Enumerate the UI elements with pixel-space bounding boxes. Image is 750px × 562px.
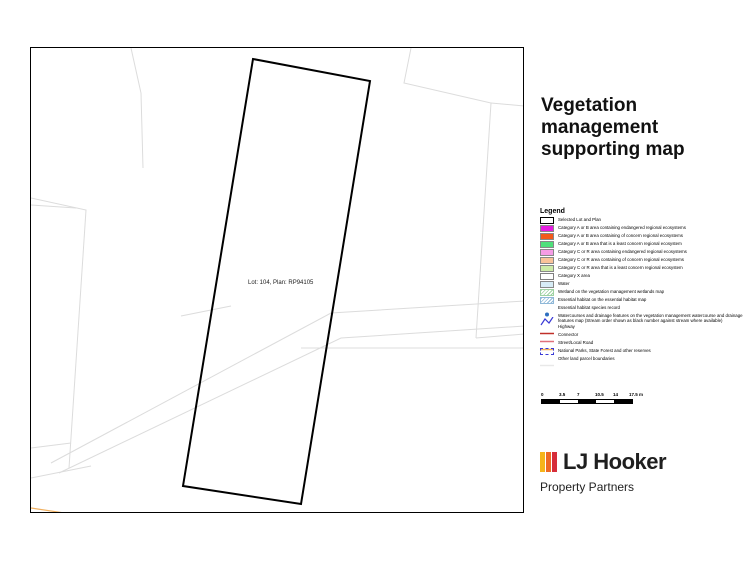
legend-item — [540, 348, 745, 355]
parcel-boundary-line — [131, 48, 143, 168]
parcel-boundary-line — [31, 198, 86, 468]
scale-tick-label: 14 — [613, 392, 619, 397]
parcel-boundary-line — [31, 443, 71, 448]
legend-item — [540, 313, 745, 323]
parcel-boundary-line — [51, 301, 524, 463]
legend-label: Water — [558, 281, 570, 286]
legend-label: Other land parcel boundaries — [558, 356, 615, 362]
lot-label: Lot: 104, Plan: RP94105 — [248, 280, 314, 286]
legend — [540, 208, 745, 364]
legend-title: Legend — [540, 208, 565, 215]
legend-item — [540, 356, 745, 363]
scale-tick-label: 10.5 — [595, 392, 604, 397]
legend-item — [540, 281, 745, 288]
parcel-boundary-line — [476, 334, 524, 338]
legend-swatch-icon — [540, 356, 554, 363]
legend-swatch-icon — [540, 233, 554, 240]
scale-labels — [541, 392, 651, 399]
legend-label: Street/Local Road — [558, 340, 594, 346]
legend-item — [540, 225, 745, 232]
legend-swatch-icon — [540, 217, 554, 224]
legend-item — [540, 273, 745, 280]
legend-label: Selected Lot and Plan — [558, 217, 601, 222]
legend-item — [540, 340, 745, 347]
legend-swatch-icon — [540, 249, 554, 256]
legend-label: Category A or B area containing endangered regional ecosystems — [558, 225, 686, 230]
legend-swatch-icon — [540, 305, 554, 312]
legend-swatch-icon — [540, 348, 554, 355]
legend-label: Wetland on the vegetation management wetlands map — [558, 289, 665, 294]
legend-item — [540, 233, 745, 240]
street-local-road-line — [31, 508, 71, 513]
legend-label: Essential habitat on the essential habitat map — [558, 297, 647, 302]
scale-tick-label: 7 — [577, 392, 580, 397]
scale-bar-graphic — [541, 399, 633, 404]
legend-label: Highway — [558, 324, 575, 330]
scale-tick-label: 3.5 — [559, 392, 566, 397]
legend-swatch-icon — [540, 225, 554, 232]
parcel-boundary-line — [404, 48, 491, 338]
brand-mark-bar — [552, 452, 557, 472]
scale-tick-label: 0 — [541, 392, 544, 397]
legend-swatch-icon — [540, 324, 554, 331]
brand-mark-bar — [540, 452, 545, 472]
legend-swatch-icon — [540, 273, 554, 280]
legend-item — [540, 297, 745, 304]
legend-item — [540, 305, 745, 312]
legend-item — [540, 332, 745, 339]
brand-subtitle: Property Partners — [540, 480, 635, 494]
legend-label: Category A or B area containing of concern regional ecosystems — [558, 233, 683, 238]
legend-label: Essential habitat species record — [558, 305, 620, 310]
brand-mark-icon — [540, 452, 558, 472]
legend-item — [540, 324, 745, 331]
legend-label: Connector — [558, 332, 579, 338]
legend-swatch-icon — [540, 257, 554, 264]
legend-swatch-icon — [540, 241, 554, 248]
legend-items — [540, 217, 745, 363]
legend-item — [540, 217, 745, 224]
map-title — [541, 95, 685, 161]
scale-bar — [541, 392, 651, 404]
legend-label: Watercourses and drainage features on the vegetation management watercourse and drainage features map (Stream order shown as black number against stream where available) — [558, 313, 743, 324]
legend-item — [540, 249, 745, 256]
legend-label: Category C or R area containing endangered regional ecosystems — [558, 249, 687, 254]
brand-name: LJ Hooker — [563, 449, 667, 474]
parcel-boundary-line — [181, 306, 231, 316]
legend-item — [540, 257, 745, 264]
legend-label: National Parks, State Forest and other reserves — [558, 348, 651, 354]
legend-swatch-icon — [540, 265, 554, 272]
parcel-boundary-line — [31, 466, 91, 478]
legend-label: Category A or B area that is a least concern regional ecosystem — [558, 241, 682, 246]
scale-tick-label: 17.5 m — [629, 392, 644, 397]
legend-swatch-icon — [540, 281, 554, 288]
parcel-boundaries — [31, 48, 524, 478]
legend-swatch-icon — [540, 332, 554, 339]
title-line: supporting map — [541, 139, 685, 160]
legend-item — [540, 265, 745, 272]
title-line: management — [541, 117, 659, 138]
legend-swatch-icon — [540, 289, 554, 296]
title-line: Vegetation — [541, 95, 638, 116]
legend-label: Category C or R area that is a least concern regional ecosystem — [558, 265, 683, 270]
brand-logo — [540, 449, 666, 494]
legend-swatch-icon — [540, 340, 554, 347]
parcel-boundary-line — [491, 103, 524, 106]
legend-item — [540, 241, 745, 248]
legend-swatch-icon — [540, 297, 554, 304]
legend-swatch-icon — [540, 313, 554, 320]
legend-item — [540, 289, 745, 296]
legend-label: Category X area — [558, 273, 590, 278]
legend-label: Category C or R area containing of concern regional ecosystems — [558, 257, 684, 262]
brand-mark-bar — [546, 452, 551, 472]
map-canvas[interactable] — [30, 47, 524, 513]
